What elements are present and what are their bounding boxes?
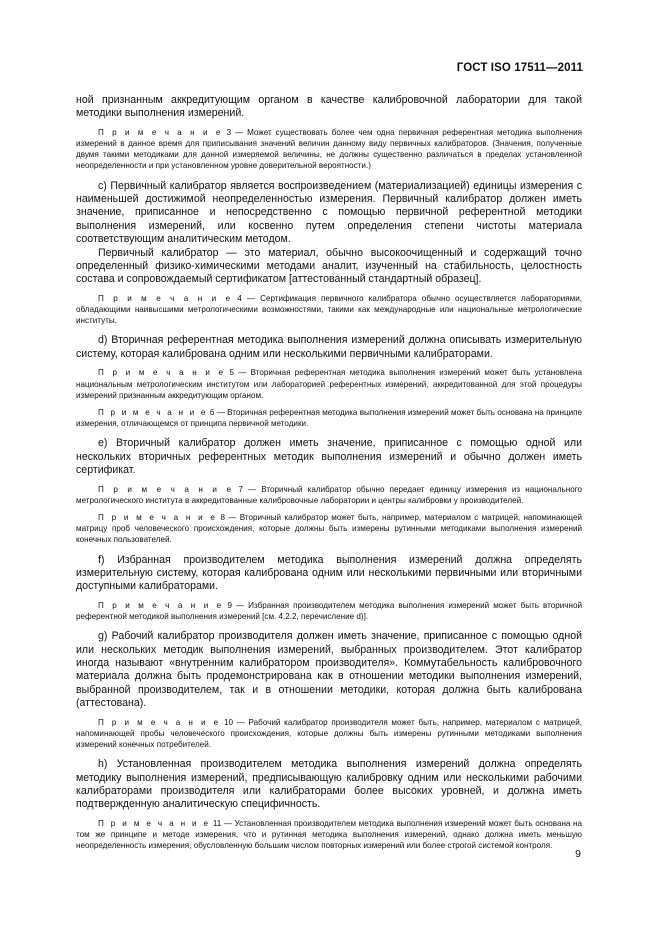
- note-10: [76, 717, 582, 751]
- note-5: [76, 367, 582, 401]
- note-label: П р и м е ч а н и е: [98, 717, 221, 727]
- note-text: 4 — Сертификация первичного калибратора обычно осуществляется лабораториями, обладающими наивысшими метрологическими возможностями, такими как международные или национальные метрологические институты.: [76, 293, 583, 326]
- note-text: 11 — Установленная производителем методика выполнения измерений может быть основана на том же принципе и методе измерения, что и рутинная методика выполнения измерений, однако должна иметь меньшую неопределенность измерения, обусловленную большим числом повторных измерений или более строгой системой контроля.: [76, 818, 582, 851]
- item-g-paragraph: g) Рабочий калибратор производителя должен иметь значение, приписанное с помощью одной или нескольких методик выполнения измерений, выбранных производителем. Этот калибратор иногда называют «внутренним калибратором производителя». Коммутабельность калибровочного материала должна быть продемонстрирована как в отношении методики выполнения измерений, выбранной производителем, так и в отношении методики, которая должна быть калибрована (аттестована).: [76, 630, 582, 710]
- note-text: 5 — Вторичная референтная методика выполнения измерений может быть установлена национальным метрологическим институтом или лабораторией референтных измерений, аккредитованной для этой процедуры измерений признанным аккредитующим органом.: [76, 368, 583, 400]
- note-text: 6 — Вторичная референтная методика выполнения измерений может быть основана на принципе измерения, отличающемся от принципа первичной методики.: [76, 407, 583, 429]
- item-d-paragraph: d) Вторичная референтная методика выполнения измерений должна описывать измерительную систему, которая калибрована одним или несколькими первичными калибраторами.: [76, 334, 582, 360]
- note-8: [76, 512, 582, 546]
- note-text: 3 — Может существовать более чем одна первичная референтная методика выполнения измерений в данное время для приписывания значений величин данному виду первичных калибраторов. (Значения, полученные двумя такими методиками для данной измеряемой величины, не должны существенно различаться в пределах установленной неопределенности и при установленном уровне доверительной вероятности.): [76, 127, 583, 171]
- note-3: [76, 127, 582, 172]
- note-11: [76, 818, 582, 852]
- note-text: 7 — Вторичный калибратор обычно передает единицу измерения из национального метрологического института в аккредитованные калибровочные лаборатории и центры калибровки у производителей.: [76, 484, 583, 505]
- note-text: 10 — Рабочий калибратор производителя может быть, например, материалом с матрицей, напоминающей пробы человеческого происхождения, которые должны быть измерены рутинными методиками выполнения измерений конечных потребителей.: [76, 717, 583, 750]
- note-text: 8 — Вторичный калибратор может быть, например, материалом с матрицей, напоминающей матрицу проб человеческого происхождения, которые должны быть измерены рутинными методиками выполнения измерений конечных пользователей.: [76, 512, 583, 545]
- note-label: П р и м е ч а н и е: [98, 407, 208, 417]
- note-label: П р и м е ч а н и е: [98, 368, 226, 378]
- note-label: П р и м е ч а н и е: [98, 818, 211, 828]
- primary-calibrator-definition: Первичный калибратор — это материал, обычно высокоочищенный и содержащий точно определенный физико-химическими методами аналит, изученный на стабильность, целостность состава и сопровождаемый сертификатом [аттестованный стандартный образец].: [76, 246, 582, 286]
- item-e-paragraph: e) Вторичный калибратор должен иметь значение, приписанное с помощью одной или нескольких вторичных референтных методик выполнения измерений и обычно должен иметь сертификат.: [76, 437, 582, 477]
- note-9: [76, 600, 582, 622]
- item-h-paragraph: h) Установленная производителем методика выполнения измерений должна определять методику выполнения измерений, предписывающую калибровку одним или несколькими рабочими калибраторами производителя или калибраторами более высоких уровней, и должна иметь подтвержденную аналитическую специфичность.: [76, 758, 582, 811]
- note-label: П р и м е ч а н и е: [98, 484, 234, 494]
- continuation-paragraph: ной признанным аккредитующим органом в качестве калибровочной лаборатории для такой методики выполнения измерений.: [76, 94, 582, 120]
- note-label: П р и м е ч а н и е: [98, 512, 218, 522]
- page-number: 9: [575, 848, 581, 860]
- page-body: [76, 94, 582, 851]
- note-4: [76, 293, 582, 327]
- note-label: П р и м е ч а н и е: [98, 293, 233, 303]
- item-f-paragraph: f) Избранная производителем методика выполнения измерений должна определять измерительную систему, которая калибрована одним или несколькими первичными или вторичными доступными калибраторами.: [76, 553, 582, 593]
- note-label: П р и м е ч а н и е: [98, 127, 223, 137]
- note-7: [76, 484, 582, 506]
- standard-header: ГОСТ ISO 17511—2011: [456, 62, 583, 74]
- note-6: [76, 407, 582, 429]
- note-text: 9 — Избранная производителем методика выполнения измерений может быть вторичной референтной методикой выполнения измерений [см. 4.2.2, перечисление d)].: [76, 600, 583, 621]
- item-c-paragraph: c) Первичный калибратор является воспроизведением (материализацией) единицы измерения с наименьшей достижимой неопределенностью измерения. Первичный калибратор должен иметь значение, приписанное и непосредственно с помощью первичной референтной методики выполнения измерений, или косвенно путем определения степени чистоты материала соответствующим аналитическим методом.: [76, 179, 582, 246]
- note-label: П р и м е ч а н и е: [98, 600, 224, 610]
